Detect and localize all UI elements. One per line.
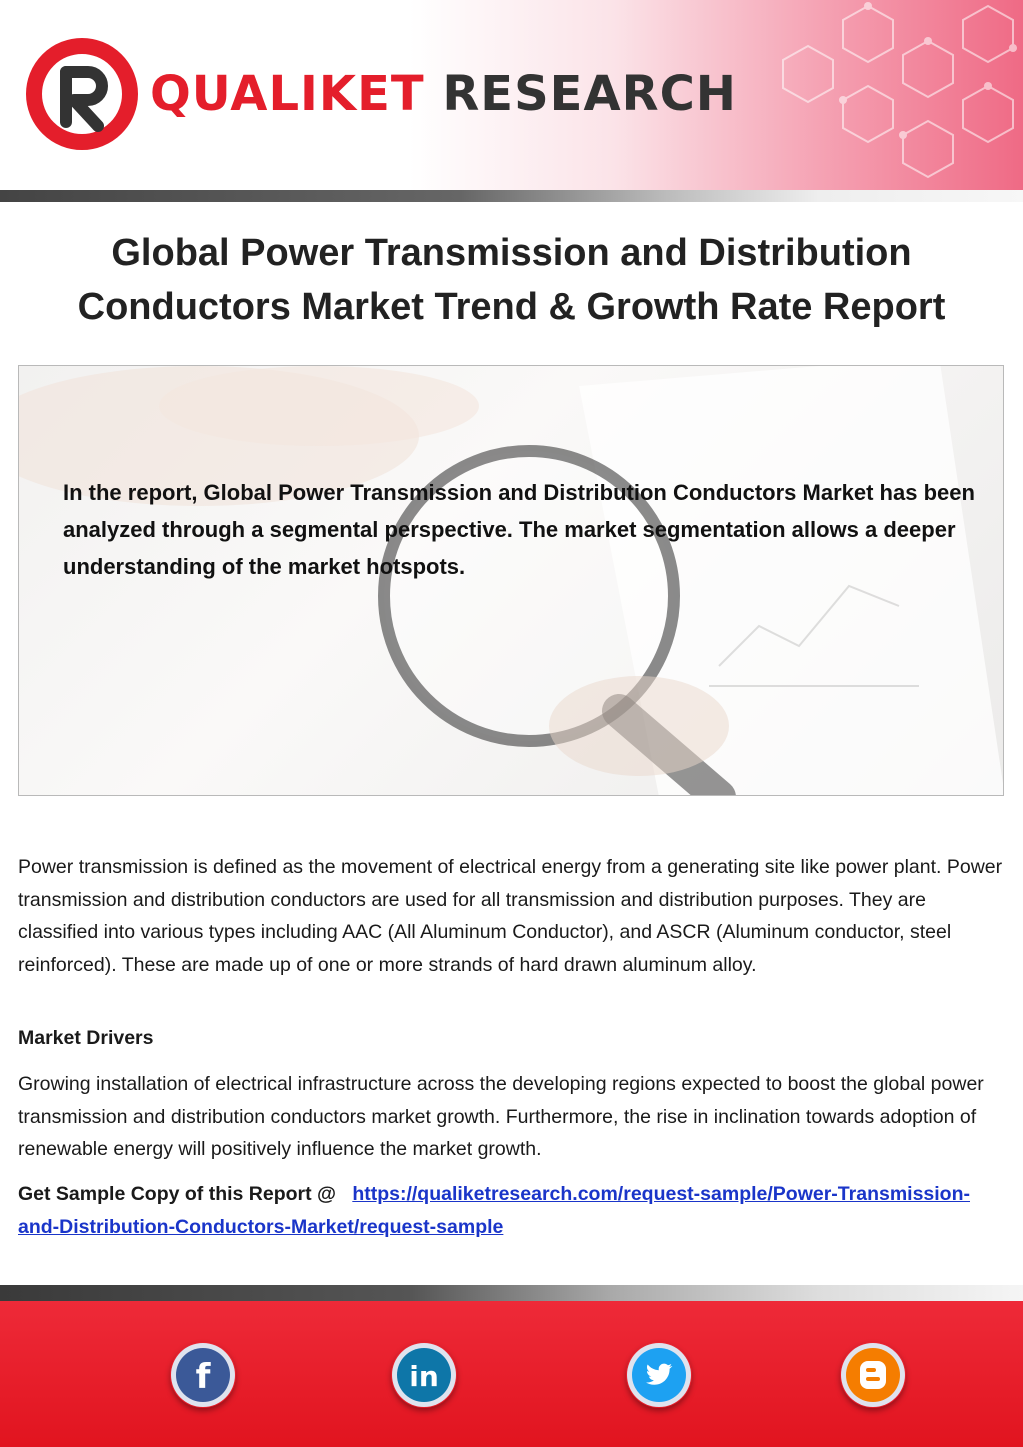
sample-request-link[interactable]: https://qualiketresearch.com/request-sample/Power-Transmission-and-Distribution-Conductors-Market/request-sample bbox=[18, 1183, 970, 1238]
market-drivers-heading: Market Drivers bbox=[18, 1027, 154, 1049]
svg-text:in: in bbox=[409, 1360, 439, 1393]
title-line-1: Global Power Transmission and Distribution bbox=[111, 232, 912, 274]
intro-paragraph: Power transmission is defined as the movement of electrical energy from a generating site like power plant. Power transmission and distribution conductors are used for all transmission and distribution purposes. They are classified into various types including AAC (All Aluminum Conductor), and ASCR (Aluminum conductor, steel reinforced). These are made up of one or more strands of hard drawn aluminum alloy. bbox=[18, 856, 1003, 976]
facebook-icon bbox=[170, 1342, 236, 1408]
header-banner bbox=[0, 0, 1023, 190]
footer-divider bbox=[0, 1285, 1023, 1301]
twitter-icon bbox=[626, 1342, 692, 1408]
sample-request-label: Get Sample Copy of this Report @ bbox=[18, 1183, 337, 1205]
brand-secondary: RESEARCH bbox=[442, 66, 737, 122]
page-title bbox=[20, 226, 1003, 334]
twitter-button[interactable] bbox=[626, 1342, 692, 1408]
blogger-icon bbox=[840, 1342, 906, 1408]
hero-summary: In the report, Global Power Transmission and Distribution Conductors Market has been analyzed through a segmental perspective. The market segmentation allows a deeper understanding of the market hotspots. bbox=[63, 480, 975, 579]
hero-box bbox=[18, 365, 1004, 796]
facebook-button[interactable] bbox=[170, 1342, 236, 1408]
brand-primary: QUALIKET bbox=[150, 66, 425, 122]
brand-name bbox=[150, 64, 737, 124]
header-divider bbox=[0, 190, 1023, 202]
linkedin-button[interactable] bbox=[391, 1342, 457, 1408]
linkedin-icon bbox=[391, 1342, 457, 1408]
sample-request bbox=[18, 1178, 1008, 1243]
svg-text:f: f bbox=[195, 1357, 211, 1397]
title-line-2: Conductors Market Trend & Growth Rate Report bbox=[77, 286, 946, 328]
qr-monogram-icon bbox=[22, 34, 142, 154]
market-drivers-paragraph: Growing installation of electrical infrastructure across the developing regions expected to boost the global power transmission and distribution conductors market growth. Furthermore, the rise in inclination towards adoption of renewable energy will positively influence the market growth. bbox=[18, 1073, 984, 1160]
blogger-button[interactable] bbox=[840, 1342, 906, 1408]
